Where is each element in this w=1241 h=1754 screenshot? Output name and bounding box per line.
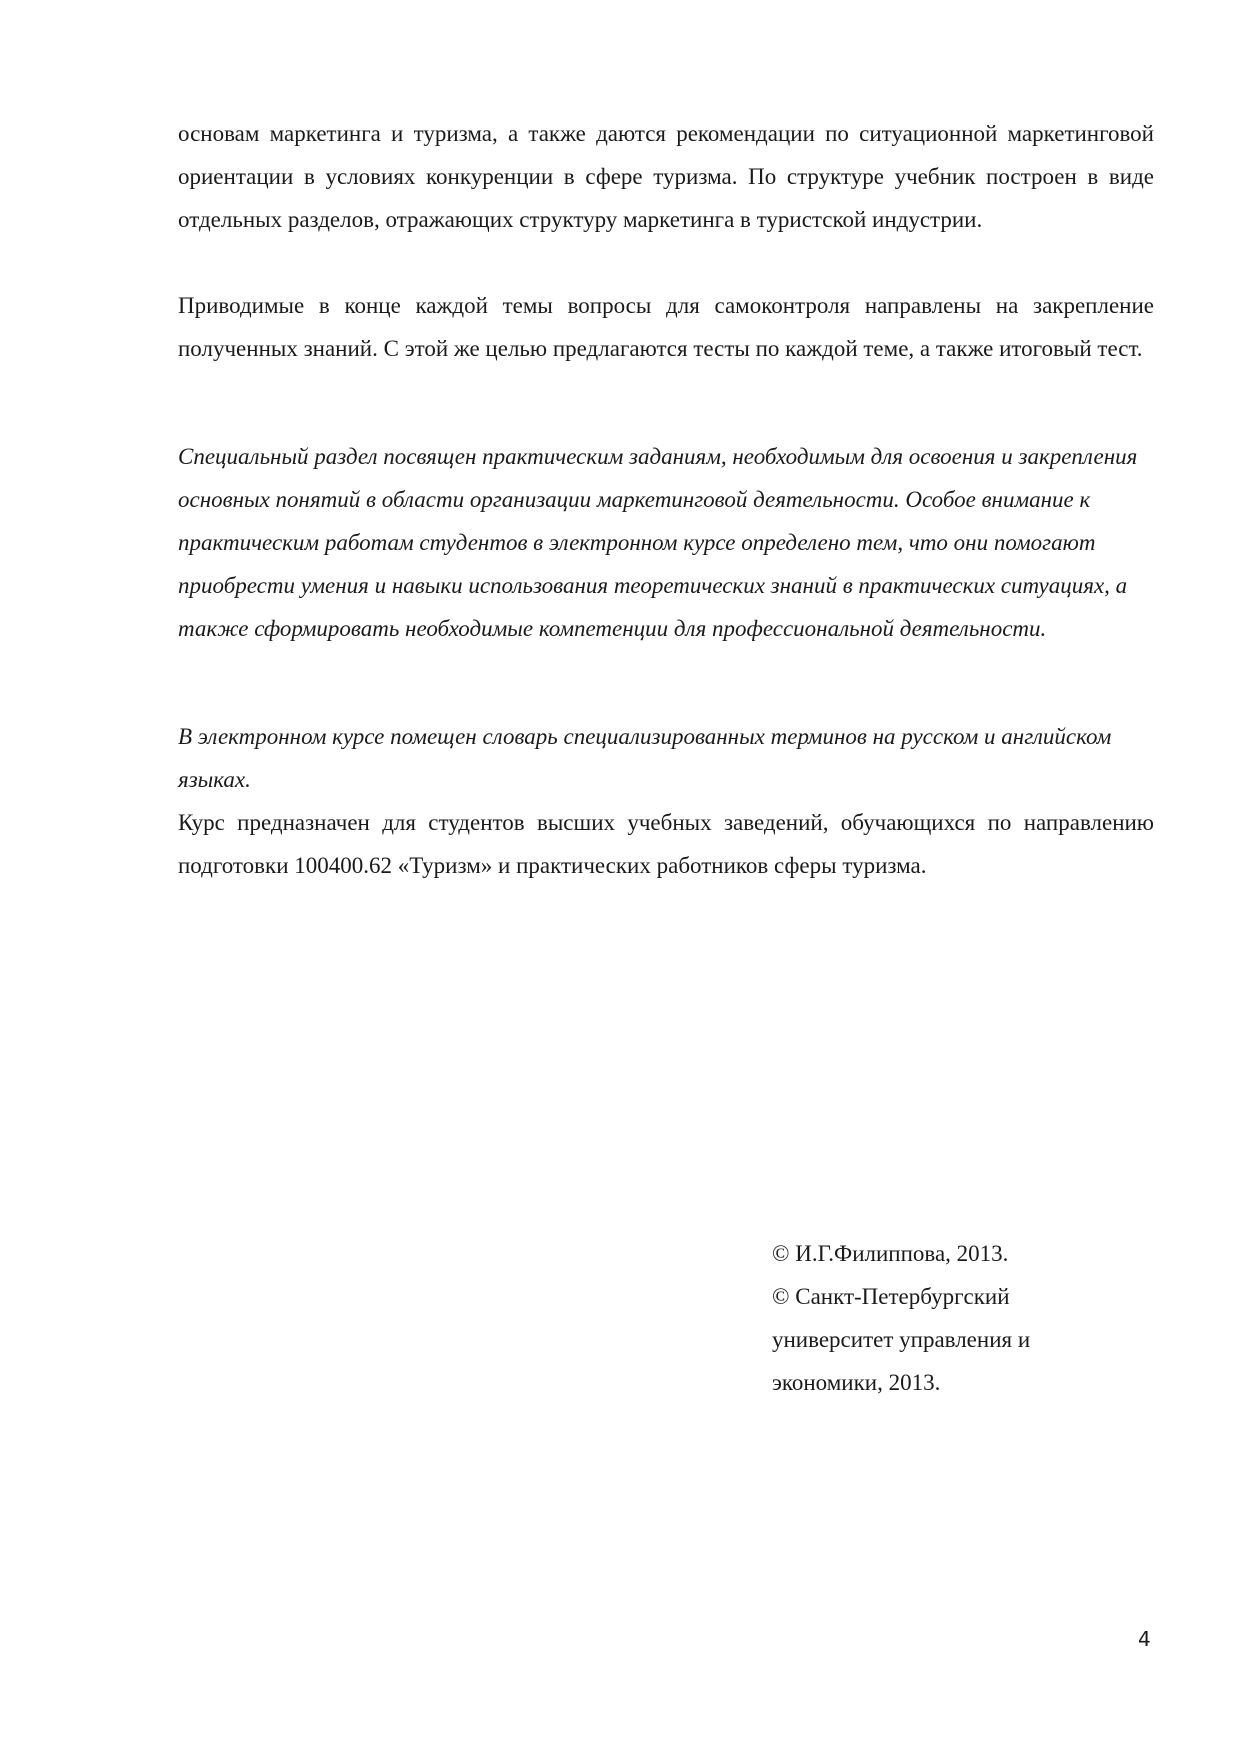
paragraph-intro: основам маркетинга и туризма, а также даются рекомендации по ситуационной маркетинговой ориентации в условиях конкуренции в сфере туризма. По структуре учебник построен в виде отдельных разделов, отражающих структуру маркетинга в туристской индустрии. [178,121,1154,232]
paragraph-self-control: Приводимые в конце каждой темы вопросы для самоконтроля направлены на закрепление полученных знаний. С этой же целью предлагаются тесты по каждой теме, а также итоговый тест. [178,293,1154,361]
copyright-block [772,1232,1092,1404]
paragraph-audience: Курс предназначен для студентов высших учебных заведений, обучающихся по направлению подготовки 100400.62 «Туризм» и практических работников сферы туризма. [178,810,1154,878]
copyright-author: © И.Г.Филиппова, 2013. [772,1241,1009,1266]
paragraph-practical-section: Специальный раздел посвящен практическим заданиям, необходимым для освоения и закрепления основных понятий в области организации маркетинговой деятельности. Особое внимание к практическим работам студентов в электронном курсе определено тем, что они помогают приобрести умения и навыки использования теоретических знаний в практических ситуациях, а также сформировать необходимые компетенции для профессиональной деятельности. [178,444,1138,641]
copyright-university: © Санкт-Петербургский университет управления и экономики, 2013. [772,1284,1031,1395]
page-number: 4 [1138,1627,1151,1651]
paragraph-glossary: В электронном курсе помещен словарь специализированных терминов на русском и английском языках. [178,724,1112,792]
